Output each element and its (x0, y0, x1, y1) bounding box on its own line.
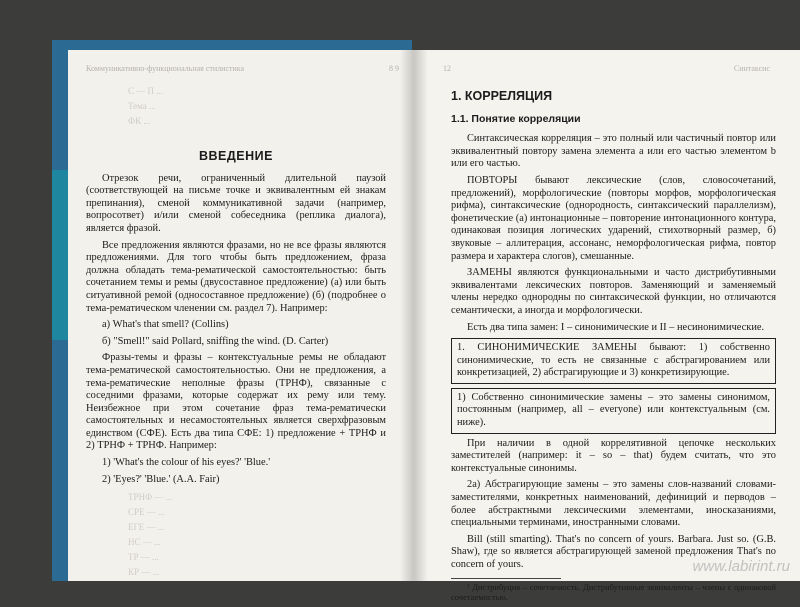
ghost-line: КР — ... (128, 567, 160, 577)
paragraph: Фразы-темы и фразы – контекстуальные ремы не обладают тема-рематической самостоятельностью. Они не предложения, а тема-рематические неполные фразы (ТРНФ), связанные с соседними фразами, которые содержат их рему или тему. Неизбежное при этом сочетание фраз тема-рематически самостоятельных и несамостоятельных является сверхфразовым единством (СФЕ). Есть два типа СФЕ: 1) предложение + ТРНФ и 2) ТРНФ + ТРНФ. Например: (86, 352, 386, 452)
ghost-line: ТРНФ — ... (128, 492, 173, 502)
definition-box: 1) Собственно синонимические замены – это замены синонимом, постоянным (например, all – everyone) или контекстуальным (см. ниже). (451, 388, 776, 434)
section-title: 1. КОРРЕЛЯЦИЯ (451, 89, 553, 103)
watermark-logo: www.labirint.ru (692, 558, 790, 575)
subsection-title: 1.1. Понятие корреляции (451, 112, 581, 125)
ghost-line: СРЕ — ... (128, 507, 165, 517)
right-page (413, 50, 800, 603)
paragraph: ЗАМЕНЫ являются функциональными и часто дистрибутивными эквивалентами лексических повторов. Заменяющий и заменяемый члены нередко однородны по синтаксической функции, но отличаются семантически, а иногда и морфологически. (451, 267, 776, 316)
example: 1) 'What's the colour of his eyes?' 'Blue.' (102, 457, 271, 469)
footnote: ¹ Дистрибуция – сочетаемость. Дистрибутивные эквиваленты – члены с одинаковой сочетаемостью. (451, 581, 776, 603)
ghost-line: ТР — ... (128, 552, 159, 562)
ghost-line: ФК ... (128, 116, 151, 126)
paragraph: ПОВТОРЫ бывают лексические (слов, словосочетаний, предложений), морфологические (повторы морфов, морфологическая рифма), синтаксические (однородность, синтаксический параллелизм), фонетические (а) интонационные – повторение интонационного контура, одинаковая позиция логических ударений, стихотворный размер, б) звуковые – аллитерация, ассонанс, неморфологическая рифма, повтор размера и характера слогов), смешанные. (451, 174, 776, 262)
paragraph: Все предложения являются фразами, но не все фразы являются предложениями. Для того чтобы быть предложением, фраза должна обладать тема-рематической самостоятельностью: быть сочетанием темы и ремы (двусоставное предложение) (а) или быть ситуативной ремой (односоставное предложение) (б) (подробнее о тема-рематическом членении см. раздел 7). Например: (86, 239, 386, 314)
right-running-head: Синтаксис (733, 64, 770, 73)
left-page-number: 8 9 (389, 64, 399, 73)
right-body (451, 90, 776, 607)
example: 2) 'Eyes?' 'Blue.' (A.A. Fair) (102, 473, 220, 485)
ghost-line: С — П ... (128, 86, 164, 96)
paragraph: При наличии в одной коррелятивной цепочке нескольких заместителей (например: it – so – that) будем считать, что это контекстуальные синонимы. (451, 437, 776, 474)
paragraph: 2а) Абстрагирующие замены – это замены слов-названий словами-заместителями, конкретных наименований, дефиниций и перводов – более абстрактными лексическими элементами, иносказаниями, специальными терминами, иностранными словами. (451, 479, 776, 529)
left-ghost-bottom (128, 490, 388, 580)
footnote-divider (451, 578, 561, 579)
left-running-head: Коммуникативно-функциональная стилистика (86, 64, 245, 73)
ghost-line: Тема ... (128, 101, 156, 111)
left-body (86, 150, 386, 490)
paragraph: Есть два типа замен: I – синонимические и II – несинонимические. (467, 321, 765, 333)
example: а) What's that smell? (Collins) (102, 319, 229, 331)
definition-box: 1. СИНОНИМИЧЕСКИЕ ЗАМЕНЫ бывают: 1) собственно синонимические, то есть не связанные с абстрагированием или конкретизацией, 2) абстрагирующие и 3) конкретизирующие. (451, 338, 776, 384)
page-title: ВВЕДЕНИЕ (199, 149, 273, 163)
left-page (68, 50, 413, 581)
ghost-line: ЕГЕ — ... (128, 522, 165, 532)
ghost-line: НС — ... (128, 537, 161, 547)
paragraph: Bill (still smarting). That's no concern of yours. Barbara. Just so. (G.B. Shaw), где so является абстрагирующей заменой предложения That's no concern of yours. (451, 533, 776, 570)
paragraph: Отрезок речи, ограниченный длительной паузой (соответствующей на письме точке и эквивалентным ей знакам препинания), сменой коммуникативной задачи (например, вопросответ) и/или сменой собеседника (реплика диалога), является фразой. (86, 172, 386, 234)
left-ghost-top (128, 84, 388, 129)
example: б) "Smell!" said Pollard, sniffing the wind. (D. Carter) (102, 335, 329, 347)
paragraph: Синтаксическая корреляция – это полный или частичный повтор или эквивалентный повтору замена элемента a или его частью элементом b или его частью. (451, 133, 776, 170)
right-page-number: 12 (443, 64, 451, 73)
